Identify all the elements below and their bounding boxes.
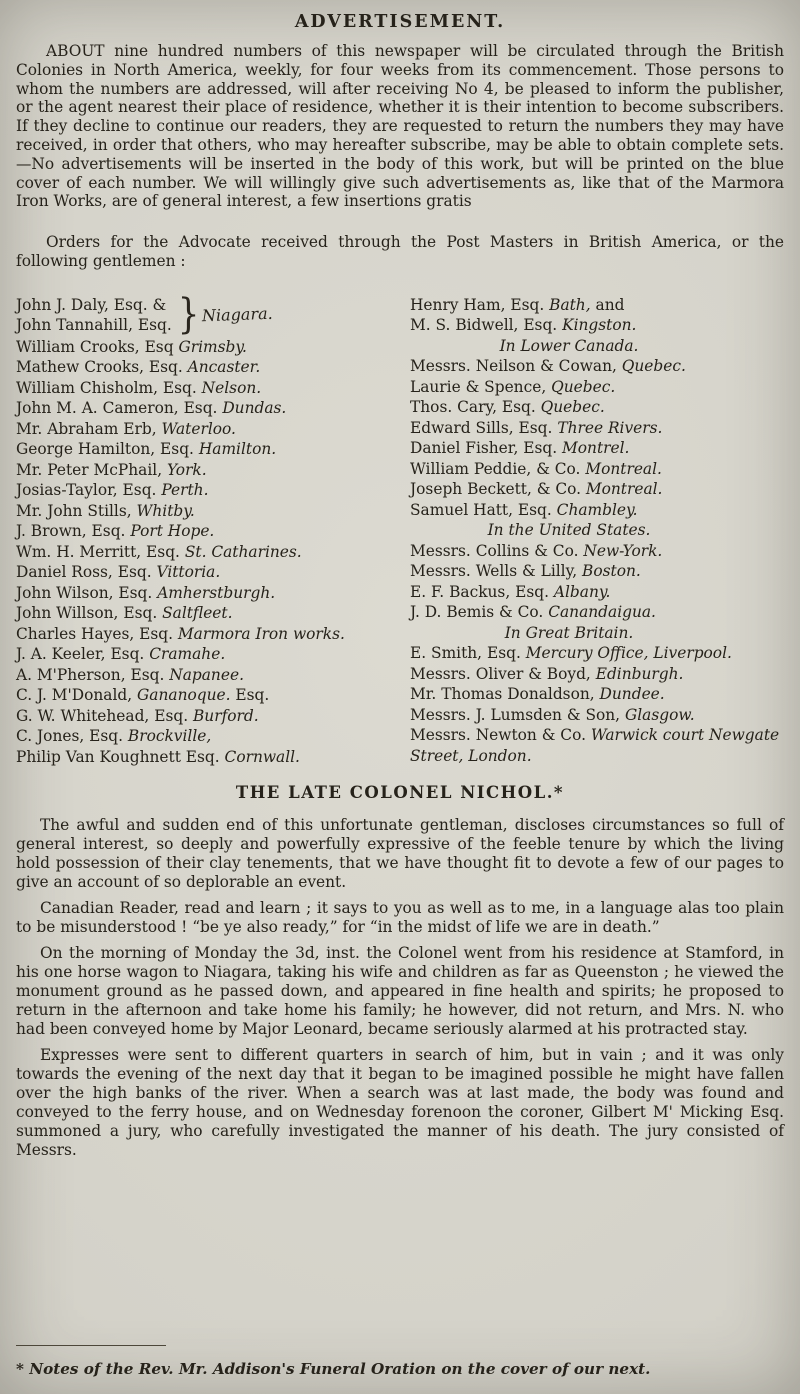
agent-place: Canandaigua. [548,603,656,622]
agent-place: Marmora Iron works. [177,624,345,643]
agent-entry [16,337,394,358]
agent-entry [16,624,394,645]
agent-place: Gananoque. [137,686,231,705]
agent-name: William Chisholm, Esq. [16,378,202,397]
agent-entry [16,747,394,768]
agent-place: Amherstburgh. [157,583,276,602]
agent-place: Nelson. [201,378,262,397]
agent-place: Warwick court Newgate Street, London. [410,726,780,765]
agent-entry [16,726,394,747]
agent-place: Edinburgh. [595,664,684,683]
agent-entry [410,541,784,562]
agent-place: Quebec. [551,377,616,396]
agent-name: C. J. M'Donald, [16,686,138,705]
agent-place: Montreal. [585,480,663,499]
agent-name: Messrs. Neilson & Cowan, [410,357,622,376]
agent-name: John Tannahill, Esq. [16,316,172,335]
advertisement-heading: ADVERTISEMENT. [294,12,506,32]
agent-entry [16,378,394,399]
agent-place: Napanee. [169,665,244,684]
agent-place: Brockville, [127,727,212,746]
agent-name: Mr. Peter McPhail, [16,460,167,479]
agent-name: A. M'Pherson, Esq. [16,665,170,684]
agent-entry [16,398,394,419]
agent-place: Chambley. [556,500,638,519]
agent-entry [410,725,784,766]
agent-place: St. Catharines. [184,542,302,561]
agent-place: Vittoria. [156,563,221,582]
agent-entry [410,459,784,480]
agent-entry [16,439,394,460]
footnote: * Notes of the Rev. Mr. Addison's Funeral Oration on the cover of our next. [16,1360,651,1378]
agent-entry [16,419,394,440]
agent-name: Mr. Thomas Donaldson, [410,685,600,704]
agent-region-header: In the United States. [487,521,651,540]
agent-name-suffix: and [590,295,625,314]
agent-entry [16,665,394,686]
agent-name: Messrs. Newton & Co. [410,726,591,745]
agent-place: York. [166,460,207,479]
agent-entry [410,643,784,664]
obituary-paragraph: On the morning of Monday the 3d, inst. the Colonel went from his residence at Stamford, in his one horse wagon to Niagara, taking his wife and children as far as Queenston ; he viewed the monument ground as he passed down, and appeared in fine health and spirits; he proposed to return in the afternoon and take home his family; he however, did not return, and Mrs. N. who had been conveyed home by Major Leonard, became seriously alarmed at his protracted stay. [16,944,784,1039]
agent-entry [410,664,784,685]
agent-name: Mr. John Stills, [16,501,137,520]
agent-name: C. Jones, Esq. [16,727,128,746]
agent-place: Burford. [193,706,259,725]
agent-entry [16,644,394,665]
agent-entry [16,583,394,604]
agent-name-suffix: Esq. [230,686,270,705]
agent-place: Grimsby. [178,337,247,356]
agent-name: Laurie & Spence, [410,377,552,396]
agent-name: Messrs. J. Lumsden & Son, [410,705,625,724]
agent-place: Kingston. [562,316,637,335]
agent-name: Messrs. Wells & Lilly, [410,562,583,581]
agent-name: J. Brown, Esq. [16,522,131,541]
agent-place: Glasgow. [624,705,695,724]
agent-entry [410,438,784,459]
agent-brace-names [16,295,172,336]
agent-name: Daniel Ross, Esq. [16,563,157,582]
agent-entry [16,480,394,501]
agent-entry [410,602,784,623]
agent-entry [16,501,394,522]
agent-entry [16,542,394,563]
agent-entry [16,357,394,378]
agent-name: John Willson, Esq. [16,604,163,623]
agent-entry [410,500,784,521]
agent-place: Albany. [553,582,611,601]
agent-name: Messrs. Collins & Co. [410,541,584,560]
agent-name: John Wilson, Esq. [16,583,158,602]
agent-entry [410,582,784,603]
agent-entry [410,397,784,418]
agent-entry [410,377,784,398]
agent-entry [16,603,394,624]
agent-place: Quebec. [621,357,686,376]
agents-right-column [400,295,784,768]
agent-place: Dundee. [599,685,665,704]
agent-name: M. S. Bidwell, Esq. [410,316,563,335]
agent-place: Three Rivers. [557,418,663,437]
agent-name: William Crooks, Esq [16,337,179,356]
agent-name: Charles Hayes, Esq. [16,624,178,643]
advertisement-body [16,42,784,271]
agent-name: Josias-Taylor, Esq. [16,481,162,500]
agent-place: Boston. [582,562,641,581]
agent-place: Cramahe. [149,645,226,664]
brace-glyph: } [177,291,200,340]
agent-entry [16,562,394,583]
agent-region-header: In Great Britain. [504,623,634,642]
agent-name: Edward Sills, Esq. [410,418,558,437]
agent-name: John M. A. Cameron, Esq. [16,399,223,418]
agent-place: Mercury Office, Liverpool. [525,644,732,663]
agent-entry [16,521,394,542]
agent-place: Perth. [161,481,209,500]
footnote-rule [16,1345,166,1346]
agent-name: George Hamilton, Esq. [16,440,199,459]
agent-entry [16,685,394,706]
agent-name: Daniel Fisher, Esq. [410,439,563,458]
agent-place: New-York. [583,541,663,560]
obituary-heading: THE LATE COLONEL NICHOL.* [235,783,565,803]
agent-entry [410,418,784,439]
agent-entry [410,684,784,705]
agent-name: J. D. Bemis & Co. [410,603,549,622]
obituary-paragraph: Expresses were sent to different quarters in search of him, but in vain ; and it was only towards the evening of the next day that it began to be imagined possible he might have fallen over the high banks of the river. When a search was at last made, the body was found and conveyed to the ferry house, and on Wednesday forenoon the coroner, Gilbert M' Micking Esq. summoned a jury, who carefully investigated the manner of his death. The jury consisted of Messrs. [16,1046,784,1160]
agent-name: J. A. Keeler, Esq. [16,645,150,664]
agent-entry [410,479,784,500]
agents-list [16,291,784,768]
agent-place: Dundas. [222,399,287,418]
agent-name: Wm. H. Merritt, Esq. [16,542,185,561]
agent-entry [410,705,784,726]
agent-entry [410,356,784,377]
agent-name: Mr. Abraham Erb, [16,419,162,438]
agent-name: Mathew Crooks, Esq. [16,358,188,377]
agent-name: Henry Ham, Esq. [410,295,550,314]
agent-name: Joseph Beckett, & Co. [410,480,586,499]
agent-name: Samuel Hatt, Esq. [410,500,557,519]
agent-place: Saltfleet. [162,604,233,623]
agents-left-column [16,291,400,768]
agent-name: Philip Van Koughnett Esq. [16,747,225,766]
agent-name: G. W. Whitehead, Esq. [16,706,193,725]
agent-name: E. Smith, Esq. [410,644,526,663]
agent-name: E. F. Backus, Esq. [410,582,554,601]
agent-entry [16,460,394,481]
agent-place: Quebec. [540,398,605,417]
agent-brace-group [16,291,394,340]
obituary-body [16,816,784,1160]
agent-name: Messrs. Oliver & Boyd, [410,664,596,683]
obituary-paragraph: Canadian Reader, read and learn ; it says to you as well as to me, in a language alas too plain to be misunderstood ! “be ye also ready,” for “in the midst of life we are in death.” [16,899,784,937]
agent-name: William Peddie, & Co. [410,459,586,478]
advertisement-paragraph: Orders for the Advocate received through the Post Masters in British America, or the following gentlemen : [16,233,784,270]
agent-entry [410,295,784,316]
agent-entry [410,561,784,582]
agent-place: Waterloo. [161,419,236,438]
agent-place: Whitby. [136,501,195,520]
agent-place: Niagara. [202,303,274,326]
agent-name: John J. Daly, Esq. & [16,295,167,314]
agent-place: Hamilton. [198,440,277,459]
agent-entry [16,706,394,727]
agent-place: Bath, [549,295,591,314]
agent-name: Thos. Cary, Esq. [410,398,541,417]
agent-place: Port Hope. [130,522,215,541]
agent-place: Montreal. [585,459,662,478]
advertisement-paragraph: ABOUT nine hundred numbers of this newspaper will be circulated through the British Colonies in North America, weekly, for four weeks from its commencement. Those persons to whom the numbers are addressed, will after receiving No 4, be pleased to inform the publisher, or the agent nearest their place of residence, whether it is their intention to become subscribers. If they decline to continue our readers, they are requested to return the numbers they may have received, in order that others, who may hereafter subscribe, may be able to obtain complete sets.—No advertisements will be inserted in the body of this work, but will be printed on the blue cover of each number. We will willingly give such advertisements as, like that of the Marmora Iron Works, are of general interest, a few insertions gratis [16,42,784,211]
agent-entry [410,315,784,336]
agent-place: Ancaster. [187,358,261,377]
agent-region-header: In Lower Canada. [499,336,639,355]
agent-place: Cornwall. [224,747,300,766]
obituary-paragraph: The awful and sudden end of this unfortunate gentleman, discloses circumstances so full of general interest, so deeply and powerfully expressive of the feeble tenure by which the living hold possession of their clay tenements, that we have thought fit to devote a few of our pages to give an account of so deplorable an event. [16,816,784,892]
agent-place: Montrel. [562,439,630,458]
